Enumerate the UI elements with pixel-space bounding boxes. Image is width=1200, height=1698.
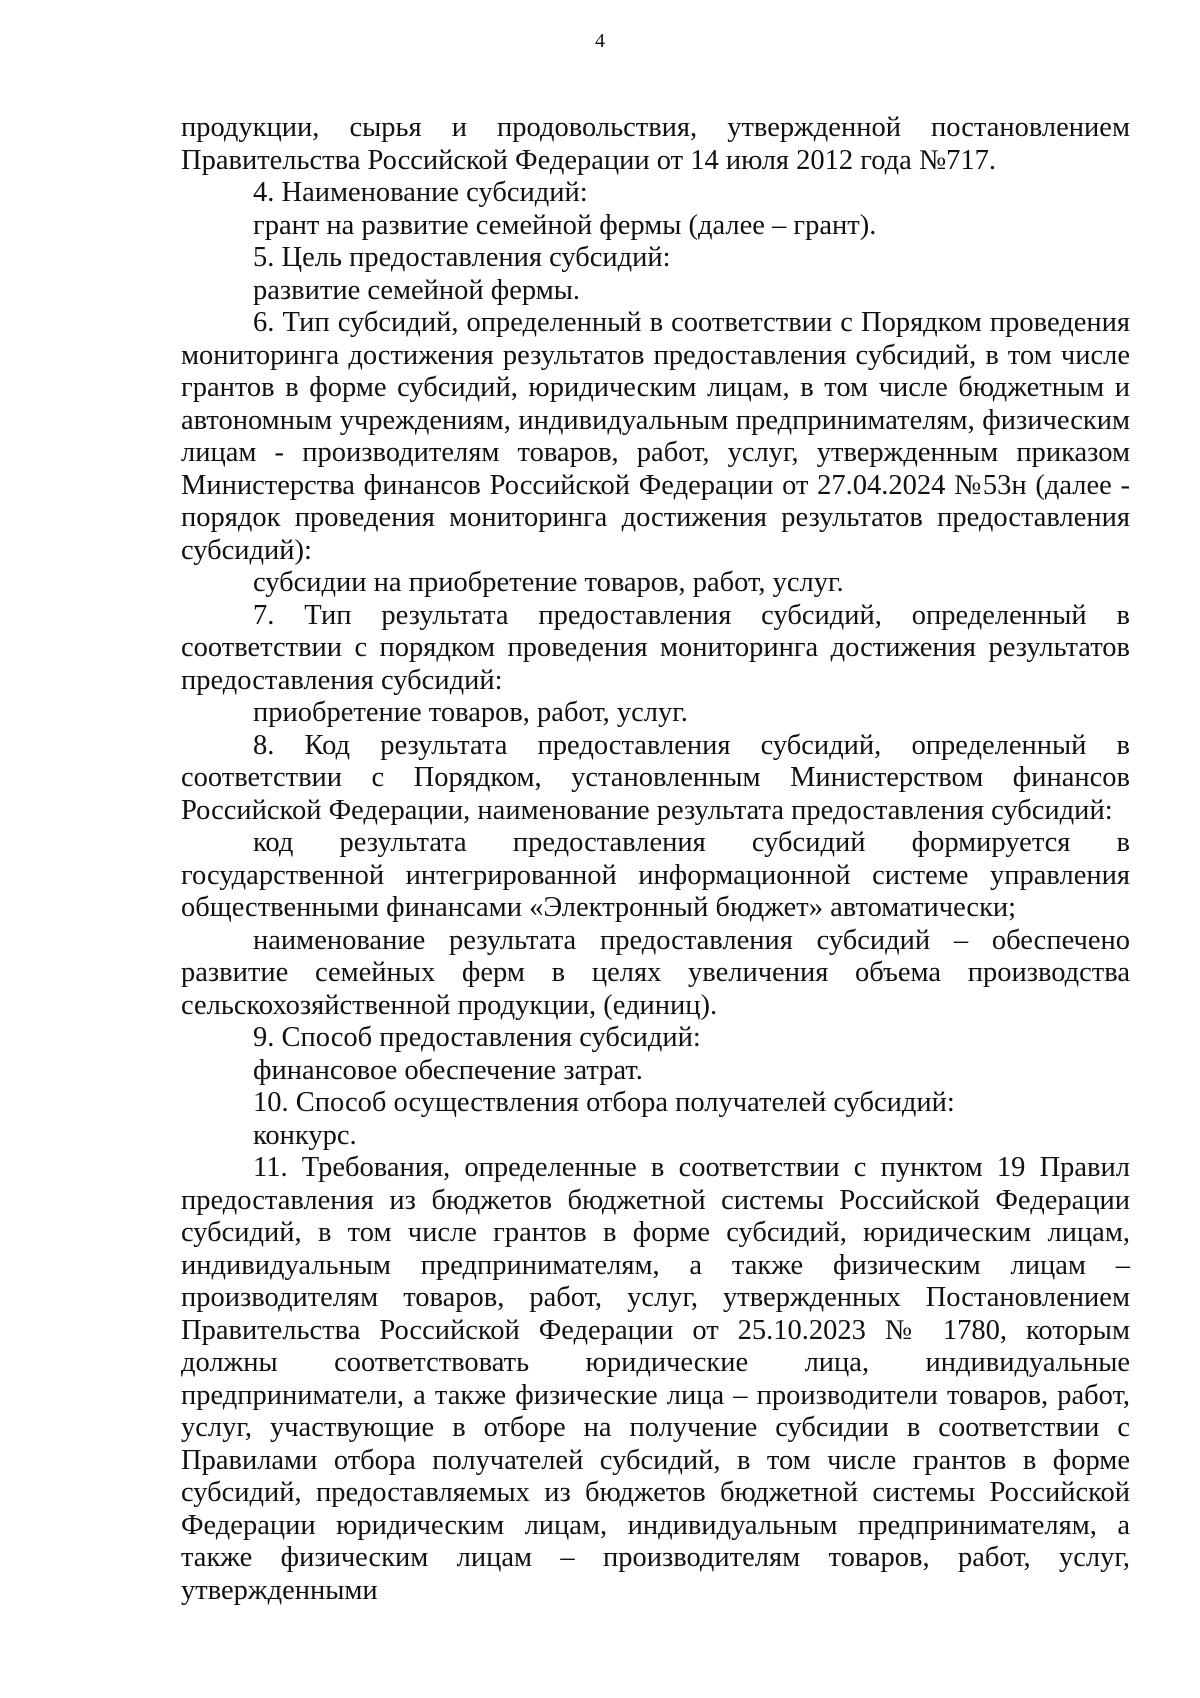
paragraph-item-10-heading: 10. Способ осуществления отбора получателей субсидий: [253,1087,955,1118]
paragraph-item-6-value: субсидии на приобретение товаров, работ, услуг. [253,567,844,598]
paragraph-item-9-heading: 9. Способ предоставления субсидий: [253,1022,701,1053]
paragraph-item-8-name: наименование результата предоставления субсидий – обеспечено развитие семейных ферм в целях увеличения объема производства сельскохозяйственной продукции, (единиц). [181,924,1130,1021]
paragraph-item-5-value: развитие семейной фермы. [253,274,581,306]
paragraph-item-10-value: конкурс. [253,1119,357,1151]
page-number: 4 [595,30,605,52]
paragraph-item-7-value: приобретение товаров, работ, услуг. [253,697,688,728]
paragraph-item-6-heading: 6. Тип субсидий, определенный в соответствии с Порядком проведения мониторинга достижения результатов предоставления субсидий, в том числе грантов в форме субсидий, юридическим лицам, в том числе бюджетным и автономным учреждениям, индивидуальным предпринимателям, физическим лицам - производителям товаров, работ, услуг, утвержденным приказом Министерства финансов Российской Федерации от 27.04.2024 №53н (далее - порядок проведения мониторинга достижения результатов предоставления субсидий): [181,307,1130,566]
document-body [181,112,1130,1607]
paragraph-item-11: 11. Требования, определенные в соответствии с пунктом 19 Правил предоставления из бюджетов бюджетной системы Российской Федерации субсидий, в том числе грантов в форме субсидий, юридическим лицам, индивидуальным предпринимателям, а также физическим лицам – производителям товаров, работ, услуг, утвержденных Постановлением Правительства Российской Федерации от 25.10.2023 № 1780, которым должны соответствовать юридические лица, индивидуальные предприниматели, а также физические лица – производители товаров, работ, услуг, участвующие в отборе на получение субсидии в соответствии с Правилами отбора получателей субсидий, в том числе грантов в форме субсидий, предоставляемых из бюджетов бюджетной системы Российской Федерации юридическим лицам, индивидуальным предпринимателям, а также физическим лицам – производителям товаров, работ, услуг, утвержденными [181,1152,1130,1606]
paragraph-item-4-value: грант на развитие семейной фермы (далее – грант). [253,209,877,241]
paragraph-continuation: продукции, сырья и продовольствия, утвержденной постановлением Правительства Российской Федерации от 14 июля 2012 года №717. [181,112,1130,176]
paragraph-item-9-value: финансовое обеспечение затрат. [253,1054,643,1086]
paragraph-item-8-heading: 8. Код результата предоставления субсидий, определенный в соответствии с Порядком, установленным Министерством финансов Российской Федерации, наименование результата предоставления субсидий: [181,729,1130,826]
paragraph-item-7-heading: 7. Тип результата предоставления субсидий, определенный в соответствии с порядком проведения мониторинга достижения результатов предоставления субсидий: [181,599,1130,696]
paragraph-item-4-heading: 4. Наименование субсидий: [253,177,588,208]
paragraph-item-5-heading: 5. Цель предоставления субсидий: [253,242,671,273]
paragraph-item-8-code: код результата предоставления субсидий формируется в государственной интегрированной информационной системе управления общественными финансами «Электронный бюджет» автоматически; [181,827,1130,923]
